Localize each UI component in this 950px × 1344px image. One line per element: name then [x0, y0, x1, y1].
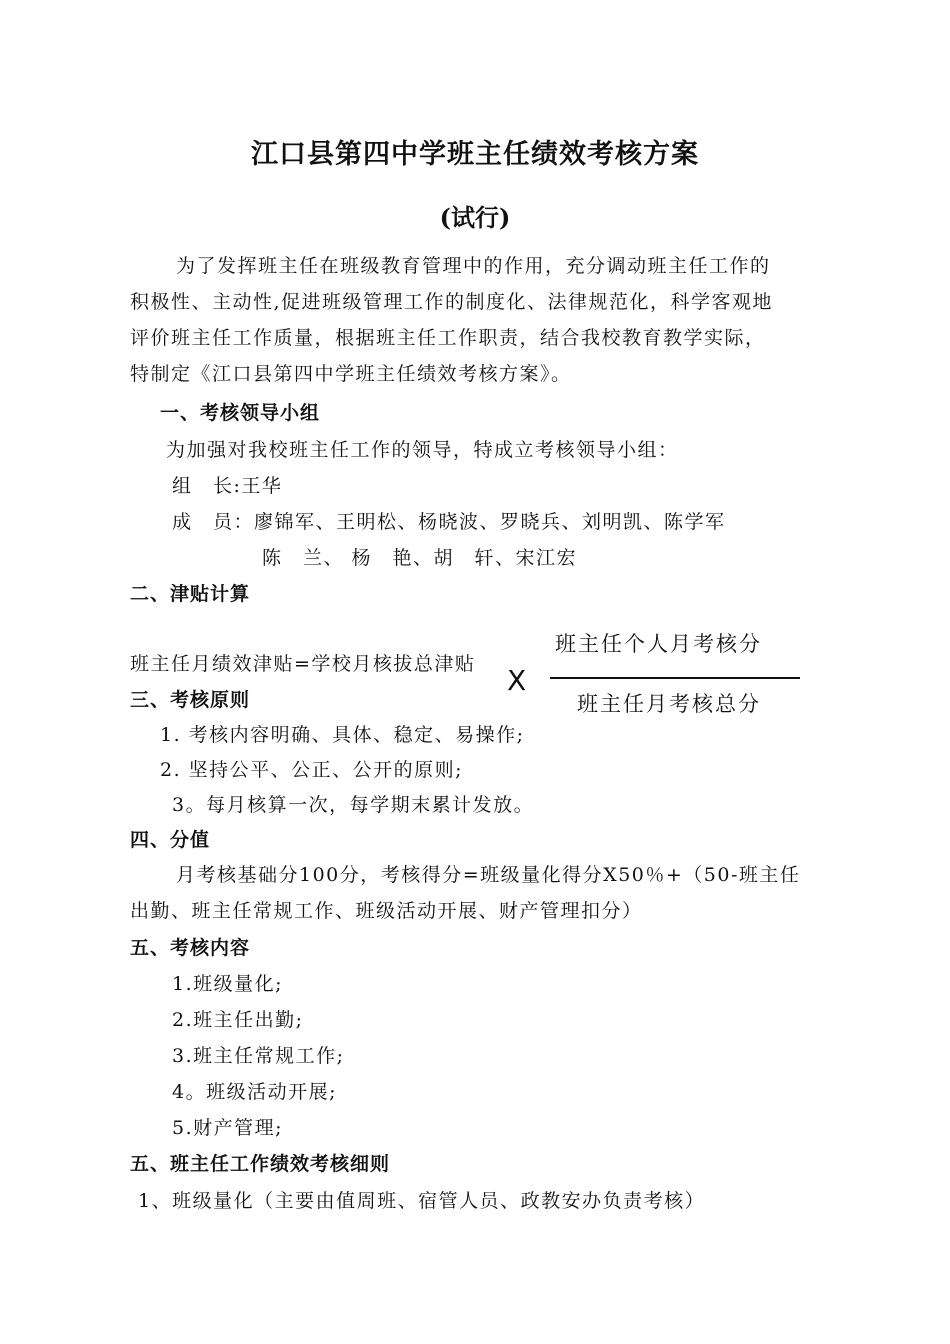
- intro-line-3: 评价班主任工作质量，根据班主任工作职责，结合我校教育教学实际，: [130, 327, 766, 349]
- rules-item-1: 1、班级量化（主要由值周班、宿管人员、政教安办负责考核）: [138, 1190, 706, 1212]
- leadership-members-2: 陈 兰、 杨 艳、胡 轩、宋江宏: [262, 547, 578, 569]
- intro-line-4: 特制定《江口县第四中学班主任绩效考核方案》。: [130, 363, 572, 385]
- principle-item-3: 3。每月核算一次，每学期末累计发放。: [172, 794, 535, 816]
- page-subtitle: (试行): [439, 203, 511, 232]
- leadership-intro: 为加强对我校班主任工作的领导，特成立考核领导小组：: [166, 439, 679, 461]
- formula-numerator: 班主任个人月考核分: [555, 632, 762, 656]
- content-item-4: 4。班级活动开展;: [172, 1081, 337, 1103]
- content-item-1: 1.班级量化;: [172, 973, 284, 995]
- formula-denominator: 班主任月考核总分: [577, 692, 761, 716]
- section-heading-principles: 三、考核原则: [130, 689, 251, 711]
- formula-fraction-line: [550, 677, 800, 679]
- leadership-leader: 组 长:王华: [172, 475, 283, 497]
- section-heading-leadership: 一、考核领导小组: [160, 402, 321, 424]
- score-line-1: 月考核基础分100分，考核得分=班级量化得分X50％+（50-班主任: [176, 864, 801, 886]
- section-heading-rules: 五、班主任工作绩效考核细则: [130, 1153, 391, 1175]
- content-item-5: 5.财产管理;: [172, 1117, 284, 1139]
- principle-item-1: 1. 考核内容明确、具体、稳定、易操作;: [160, 724, 525, 746]
- page-title: 江口县第四中学班主任绩效考核方案: [251, 139, 699, 170]
- content-item-3: 3.班主任常规工作;: [172, 1045, 345, 1067]
- formula-left: 班主任月绩效津贴=学校月核拔总津贴: [130, 653, 476, 675]
- formula-times: X: [507, 664, 527, 697]
- section-heading-allowance: 二、津贴计算: [130, 583, 251, 605]
- principle-item-2: 2. 坚持公平、公正、公开的原则;: [160, 759, 464, 781]
- section-heading-score: 四、分值: [130, 829, 211, 851]
- section-heading-content: 五、考核内容: [130, 937, 251, 959]
- leadership-members-1: 成 员：廖锦军、王明松、杨晓波、罗晓兵、刘明凯、陈学军: [172, 511, 726, 533]
- score-line-2: 出勤、班主任常规工作、班级活动开展、财产管理扣分）: [130, 900, 643, 922]
- intro-line-1: 为了发挥班主任在班级教育管理中的作用，充分调动班主任工作的: [176, 255, 771, 277]
- content-item-2: 2.班主任出勤;: [172, 1009, 304, 1031]
- intro-line-2: 积极性、主动性,促进班级管理工作的制度化、法律规范化，科学客观地: [130, 291, 774, 313]
